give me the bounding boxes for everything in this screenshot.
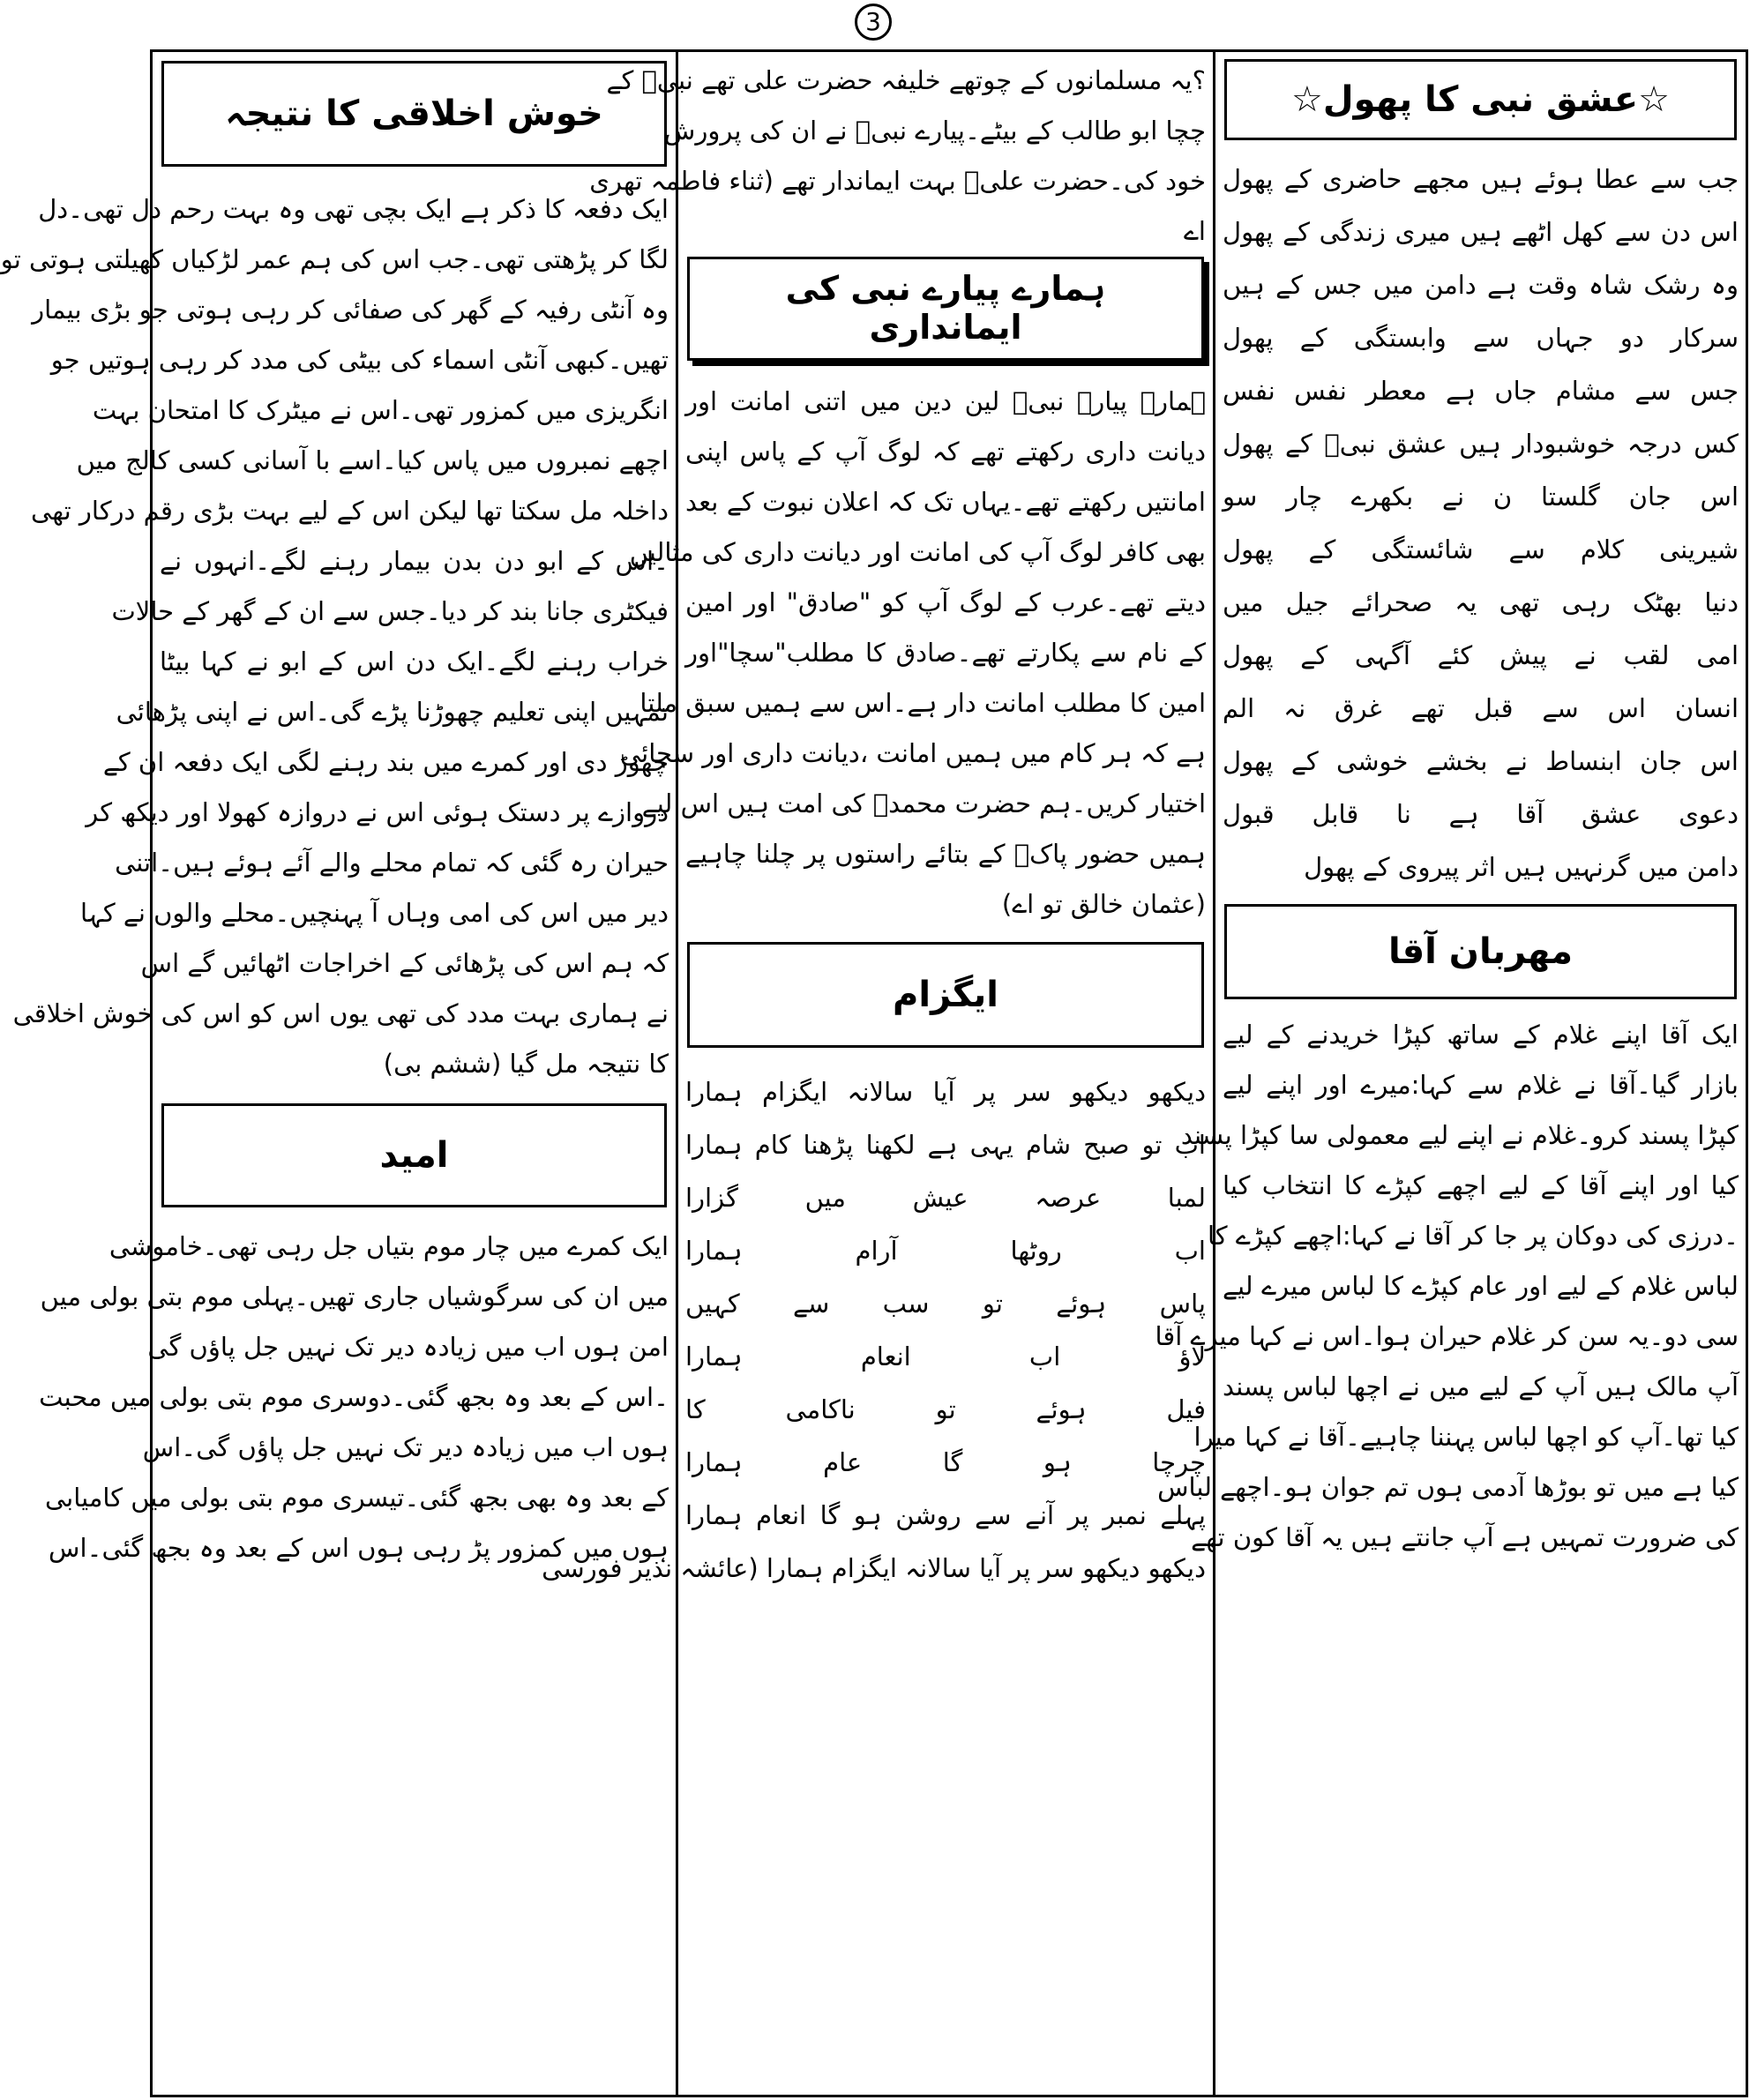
story1-line: دیر میں اس کی امی وہاں آ پہنچیں۔محلے والوں نے کہا xyxy=(80,898,669,928)
story1-line: نے ہماری بہت مدد کی تھی یوں اس کو اس کی خوش اخلاقی xyxy=(12,998,669,1028)
story-title: مهربان آقا xyxy=(1387,931,1574,972)
poem-line: کس درجہ خوشبودار ہیں عشق نبیؐ کے پھول xyxy=(1223,429,1739,459)
story-line: کیا اور اپنے آقا کے لیے اچھے کپڑے کا انتخاب کیا xyxy=(1223,1170,1739,1200)
newspaper-page xyxy=(0,49,1748,2097)
exam-poem-line: چرچا ہو گا عام ہمارا xyxy=(685,1447,1206,1477)
article-line: ہے کہ ہر کام میں ہمیں امانت ،دیانت داری اور سچائی xyxy=(619,738,1206,768)
poem-line: وہ رشک شاہ وقت ہے دامن میں جس کے ہیں xyxy=(1223,270,1739,300)
article-line: امین کا مطلب امانت دار ہے۔اس سے ہمیں سبق ملتا xyxy=(639,688,1206,718)
article-line: اختیار کریں۔ہم حضرت محمدؐ کی امت ہیں اس لیے xyxy=(641,788,1206,818)
page-number: 3 xyxy=(855,4,892,41)
poem-line: شیرینی کلام سے شائستگی کے پھول xyxy=(1223,534,1739,564)
exam-poem-line: لاؤ اب انعام ہمارا xyxy=(685,1341,1206,1371)
article-line: (عثمان خالق تو اے) xyxy=(1001,889,1206,919)
story-line: سی دو۔یہ سن کر غلام حیران ہوا۔اس نے کہا میرے آقا xyxy=(1155,1321,1739,1351)
article-line: دیتے تھے۔عرب کے لوگ آپ کو "صادق" اور امین xyxy=(685,587,1206,617)
article-line: ہمارے پیارے نبیؐ لین دین میں اتنی امانت اور xyxy=(685,386,1206,416)
story1-line: حیران رہ گئی کہ تمام محلے والے آئے ہوئے ہیں۔اتنی xyxy=(115,848,669,878)
poem-line: دعوی عشق آقا ہے نا قابل قبول xyxy=(1223,799,1739,829)
story1-line: ایک دفعہ کا ذکر ہے ایک بچی تھی وہ بہت رحم دل تھی۔دل xyxy=(38,194,669,224)
story2-line: کے بعد وہ بھی بجھ گئی۔تیسری موم بتی بولی میں کامیابی xyxy=(45,1483,669,1513)
story-line: ۔درزی کی دوکان پر جا کر آقا نے کہا:اچھے کپڑے کا xyxy=(1207,1221,1739,1251)
story-body xyxy=(1155,1010,1746,1563)
exam-poem-body xyxy=(542,1065,1213,1595)
story1-line: اچھے نمبروں میں پاس کیا۔اسے با آسانی کسی کالج میں xyxy=(76,445,669,475)
story2-line: ہوں میں کمزور پڑ رہی ہوں اس کے بعد وہ بجھ گئی۔اس xyxy=(49,1533,669,1563)
story-line: ایک آقا اپنے غلام کے ساتھ کپڑا خریدنے کے لیے xyxy=(1223,1020,1739,1050)
exam-poem-line: اب تو صبح شام یہی ہے لکھنا پڑھنا کام ہمارا xyxy=(685,1130,1206,1160)
poem-body xyxy=(1215,153,1746,893)
story-line: کیا ہے میں تو بوڑھا آدمی ہوں تم جوان ہو۔اچھے لباس xyxy=(1157,1472,1739,1502)
story1-line: خراب رہنے لگے۔ایک دن اس کے ابو نے کہا بیٹا xyxy=(160,646,669,676)
intro-body xyxy=(589,56,1213,257)
exam-poem-line: پاس ہوئے تو سب سے کہیں xyxy=(685,1289,1206,1319)
exam-poem-line: پہلے نمبر پر آنے سے روشن ہو گا انعام ہمارا xyxy=(685,1500,1206,1530)
story1-body xyxy=(0,184,676,1089)
story1-title: خوش اخلاقی کا نتیجہ xyxy=(225,93,603,134)
poem-line: جس سے مشام جاں ہے معطر نفس نفس xyxy=(1223,376,1739,406)
poem-line: دامن میں گرنہیں ہیں اثر پیروی کے پھول xyxy=(1304,852,1739,882)
poem-line: جب سے عطا ہوئے ہیں مجھے حاضری کے پھول xyxy=(1223,164,1739,194)
story1-line: داخلہ مل سکتا تھا لیکن اس کے لیے بہت بڑی رقم درکار تھی xyxy=(31,496,669,526)
story1-line: کا نتیجہ مل گیا (ششم بی) xyxy=(383,1049,669,1079)
poem-title: ☆عشق نبی کا پھول☆ xyxy=(1291,79,1670,120)
poem-line: اس جان ابنساط نے بخشے خوشی کے پھول xyxy=(1223,746,1739,776)
poem-line: انسان اس سے قبل تھے غرق نہ الم xyxy=(1223,693,1739,723)
article-body xyxy=(619,377,1213,930)
story-line: کی ضرورت تمہیں ہے آپ جانتے ہیں یہ آقا کون تھے xyxy=(1191,1522,1739,1552)
story1-line: فیکٹری جانا بند کر دیا۔جس سے ان کے گھر کے حالات xyxy=(111,596,669,626)
exam-poem-line: فیل ہوئے تو ناکامی کا xyxy=(685,1394,1206,1424)
story1-line: ۔اس کے ابو دن بدن بیمار رہنے لگے۔انہوں نے xyxy=(160,546,669,576)
story2-body xyxy=(39,1222,676,1573)
story2-line: ہوں اب میں زیادہ دیر تک نہیں جل پاؤں گی۔اس xyxy=(142,1432,669,1462)
article-line: ہمیں حضور پاکؐ کے بتائے راستوں پر چلنا چاہیے xyxy=(685,839,1206,869)
story-line: آپ مالک ہیں آپ کے لیے میں نے اچھا لباس پسند xyxy=(1223,1371,1739,1401)
story2-line: امن ہوں اب میں زیادہ دیر تک نہیں جل پاؤں گی xyxy=(147,1332,669,1362)
intro-line: ؟یہ مسلمانوں کے چوتھے خلیفہ حضرت علی تھے نبیؐ کے xyxy=(606,65,1206,95)
poem-title-box xyxy=(1224,59,1737,140)
article-line: امانتیں رکھتے تھے۔یہاں تک کہ اعلان نبوت کے بعد xyxy=(685,487,1206,517)
story-line: لباس غلام کے لیے اور عام کپڑے کا لباس میرے لیے xyxy=(1223,1271,1739,1301)
exam-poem-line: اب روٹھا آرام ہمارا xyxy=(685,1236,1206,1266)
article-line: کے نام سے پکارتے تھے۔صادق کا مطلب"سچا"اور xyxy=(685,638,1206,668)
story-line: کپڑا پسند کرو۔غلام نے اپنے لیے معمولی سا کپڑا پسند xyxy=(1180,1120,1739,1150)
story1-title-box xyxy=(161,61,667,167)
article-line: دیانت داری رکھتے تھے کہ لوگ آپ کے پاس اپنی xyxy=(685,437,1206,467)
exam-title: ایگزام xyxy=(893,975,998,1015)
intro-line: خود کی۔حضرت علیؓ بہت ایماندار تھے (ثناء فاطمہ تھری xyxy=(589,166,1206,196)
story2-line: میں ان کی سرگوشیاں جاری تھیں۔پہلی موم بتی بولی میں xyxy=(40,1282,669,1312)
left-column xyxy=(0,52,676,2095)
intro-line: چچا ابو طالب کے بیٹے۔پیارے نبیؐ نے ان کی پرورش xyxy=(663,116,1206,146)
story1-line: لگا کر پڑھتی تھی۔جب اس کی ہم عمر لڑکیاں کھیلتی ہوتی تو xyxy=(0,244,669,274)
story-line: بازار گیا۔آقا نے غلام سے کہا:میرے اور اپنے لیے xyxy=(1223,1070,1739,1100)
story1-line: تمہیں اپنی تعلیم چھوڑنا پڑے گی۔اس نے اپنی پڑھائی xyxy=(116,697,669,727)
poem-line: امی لقب نے پیش کئے آگہی کے پھول xyxy=(1223,640,1739,670)
story-line: کیا تھا۔آپ کو اچھا لباس پہننا چاہیے۔آقا نے کہا میرا xyxy=(1193,1422,1739,1452)
story2-title-box xyxy=(161,1103,667,1207)
article-title-box xyxy=(687,257,1204,361)
story1-line: کہ ہم اس کی پڑھائی کے اخراجات اٹھائیں گے اس xyxy=(140,948,669,978)
story1-line: انگریزی میں کمزور تھی۔اس نے میٹرک کا امتحان بہت xyxy=(92,395,669,425)
poem-line: اس دن سے کھل اٹھے ہیں میری زندگی کے پھول xyxy=(1223,217,1739,247)
story2-title: امید xyxy=(379,1135,449,1176)
story1-line: تھیں۔کبھی آنٹی اسماء کی بیٹی کی مدد کر رہی ہوتیں جو xyxy=(50,345,669,375)
story2-line: ایک کمرے میں چار موم بتیاں جل رہی تھی۔خاموشی xyxy=(108,1231,669,1261)
exam-poem-line: دیکھو دیکھو سر پر آیا سالانہ ایگزام ہمارا (عائشہ نذیر فورسی xyxy=(542,1553,1206,1583)
poem-line: سرکار دو جہاں سے وابستگی کے پھول xyxy=(1223,323,1739,353)
story2-line: ۔اس کے بعد وہ بجھ گئی۔دوسری موم بتی بولی میں محبت xyxy=(39,1382,669,1412)
poem-line: دنیا بھٹک رہی تھی یہ صحرائے جیل میں xyxy=(1223,587,1739,617)
story1-line: دروازے پر دستک ہوئی اس نے دروازہ کھولا اور دیکھ کر xyxy=(86,797,669,827)
article-line: بھی کافر لوگ آپ کی امانت اور دیانت داری کی مثالیں xyxy=(629,537,1206,567)
story1-line: چھوڑ دی اور کمرے میں بند رہنے لگی ایک دفعہ ان کے xyxy=(102,747,669,777)
exam-title-box xyxy=(687,942,1204,1048)
exam-poem-line: لمبا عرصہ عیش میں گزارا xyxy=(685,1183,1206,1213)
exam-poem-line: دیکھو دیکھو سر پر آیا سالانہ ایگزام ہمارا xyxy=(685,1077,1206,1107)
poem-line: اس جان گلستا ن نے بکھرے چار سو xyxy=(1223,482,1739,512)
intro-line: اے xyxy=(1183,216,1206,246)
middle-column xyxy=(542,52,1215,2095)
article-title: ہمارے پیارے نبی کی ایمانداری xyxy=(785,269,1106,347)
story-title-box xyxy=(1224,904,1737,999)
story1-line: وہ آنٹی رفیہ کے گھر کی صفائی کر رہی ہوتی جو بڑی بیمار xyxy=(32,295,669,325)
